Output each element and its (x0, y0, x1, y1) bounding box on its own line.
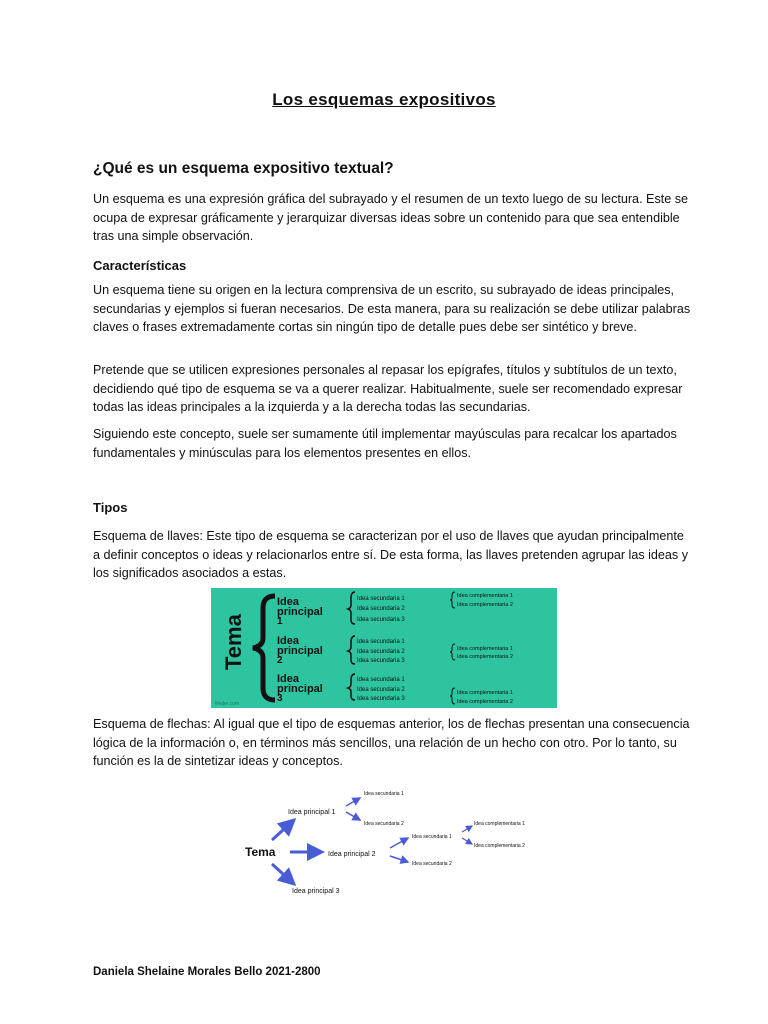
flechas-diagram (212, 780, 557, 920)
p3-c1: Idea complementaria 1 (457, 690, 513, 696)
p2-c2: Idea complementaria 2 (457, 654, 513, 660)
characteristics-paragraph-2: Pretende que se utilicen expresiones personales al repasar los epígrafes, títulos y subtítulos de un texto, decidiendo qué tipo de esquema se va a querer realizar. Habitualmente, suele ser recomendado expresar todas las ideas principales a la izquierda y a la derecha todas las secundarias. (93, 363, 683, 415)
p2-s2: Idea secundaria 2 (357, 649, 405, 655)
flechas-p2: Idea principal 2 (328, 851, 376, 858)
characteristics-paragraph-1: Un esquema tiene su origen en la lectura comprensiva de un escrito, su subrayado de ideas principales, secundarias y ejemplos si fueran necesarios. De esta manera, para su realización se debe utilizar palabras claves o frases extremadamente cortas sin ningún tipo de detalle pues debe ser sintético y breve. (93, 283, 691, 335)
p2-line3: 2 (277, 655, 283, 666)
p3-s3: Idea secundaria 3 (357, 696, 405, 702)
characteristics-paragraph-3: Siguiendo este concepto, suele ser sumamente útil implementar mayúsculas para recalcar los apartados fundamentales y minúsculas para los elementos presentes en ellos. (93, 427, 677, 460)
flechas-paragraph: Esquema de flechas: Al igual que el tipo de esquemas anterior, los de flechas presentan una consecuencia lógica de la información o, en términos más sencillos, una relación de un hecho con otro. Por lo tanto, su función es la de sintetizar ideas y conceptos. (93, 717, 690, 769)
p3-line3: 3 (277, 693, 283, 704)
flechas-tema: Tema (245, 845, 276, 859)
flechas-c2: Idea complementaria 2 (474, 843, 525, 849)
p1-s1: Idea secundaria 1 (357, 596, 405, 602)
p3-s1: Idea secundaria 1 (357, 677, 405, 683)
llaves-watermark: lifeder.com (215, 701, 240, 707)
p3-s2: Idea secundaria 2 (357, 687, 405, 693)
flechas-p2-s2: Idea secundaria 2 (412, 861, 452, 867)
flechas-p1-s1: Idea secundaria 1 (364, 791, 404, 797)
llaves-tema: Tema (221, 614, 246, 670)
p1-s3: Idea secundaria 3 (357, 617, 405, 623)
document-title: Los esquemas expositivos (272, 90, 496, 109)
p2-s3: Idea secundaria 3 (357, 658, 405, 664)
author-footer: Daniela Shelaine Morales Bello 2021-2800 (93, 966, 321, 978)
flechas-p3: Idea principal 3 (292, 888, 340, 895)
p1-line2: principal (277, 606, 323, 618)
p2-line1: Idea (277, 635, 300, 647)
p1-c2: Idea complementaria 2 (457, 602, 513, 608)
section-heading: ¿Qué es un esquema expositivo textual? (93, 160, 394, 177)
types-title: Tipos (93, 500, 128, 515)
flechas-p1-s2: Idea secundaria 2 (364, 821, 404, 827)
p2-c1: Idea complementaria 1 (457, 646, 513, 652)
flechas-p2-s1: Idea secundaria 1 (412, 834, 452, 840)
characteristics-title: Características (93, 258, 187, 273)
p3-line1: Idea (277, 673, 300, 685)
llaves-diagram (211, 588, 557, 708)
p1-line3: 1 (277, 616, 283, 627)
p1-line1: Idea (277, 596, 300, 608)
p2-line2: principal (277, 645, 323, 657)
flechas-p1: Idea principal 1 (288, 809, 336, 816)
p1-s2: Idea secundaria 2 (357, 606, 405, 612)
p3-c2: Idea complementaria 2 (457, 699, 513, 705)
intro-paragraph: Un esquema es una expresión gráfica del subrayado y el resumen de un texto luego de su lectura. Este se ocupa de expresar gráficamente y jerarquizar diversas ideas sobre un contenido para que sea entendible tras una simple observación. (93, 192, 689, 244)
p3-line2: principal (277, 683, 323, 695)
flechas-c1: Idea complementaria 1 (474, 821, 525, 827)
llaves-paragraph: Esquema de llaves: Este tipo de esquema se caracterizan por el uso de llaves que ayudan principalmente a definir conceptos o ideas y relacionarlos entre sí. De esta forma, las llaves pretenden agrupar las ideas y los significados asociados a estas. (93, 529, 689, 581)
p1-c1: Idea complementaria 1 (457, 593, 513, 599)
p2-s1: Idea secundaria 1 (357, 639, 405, 645)
